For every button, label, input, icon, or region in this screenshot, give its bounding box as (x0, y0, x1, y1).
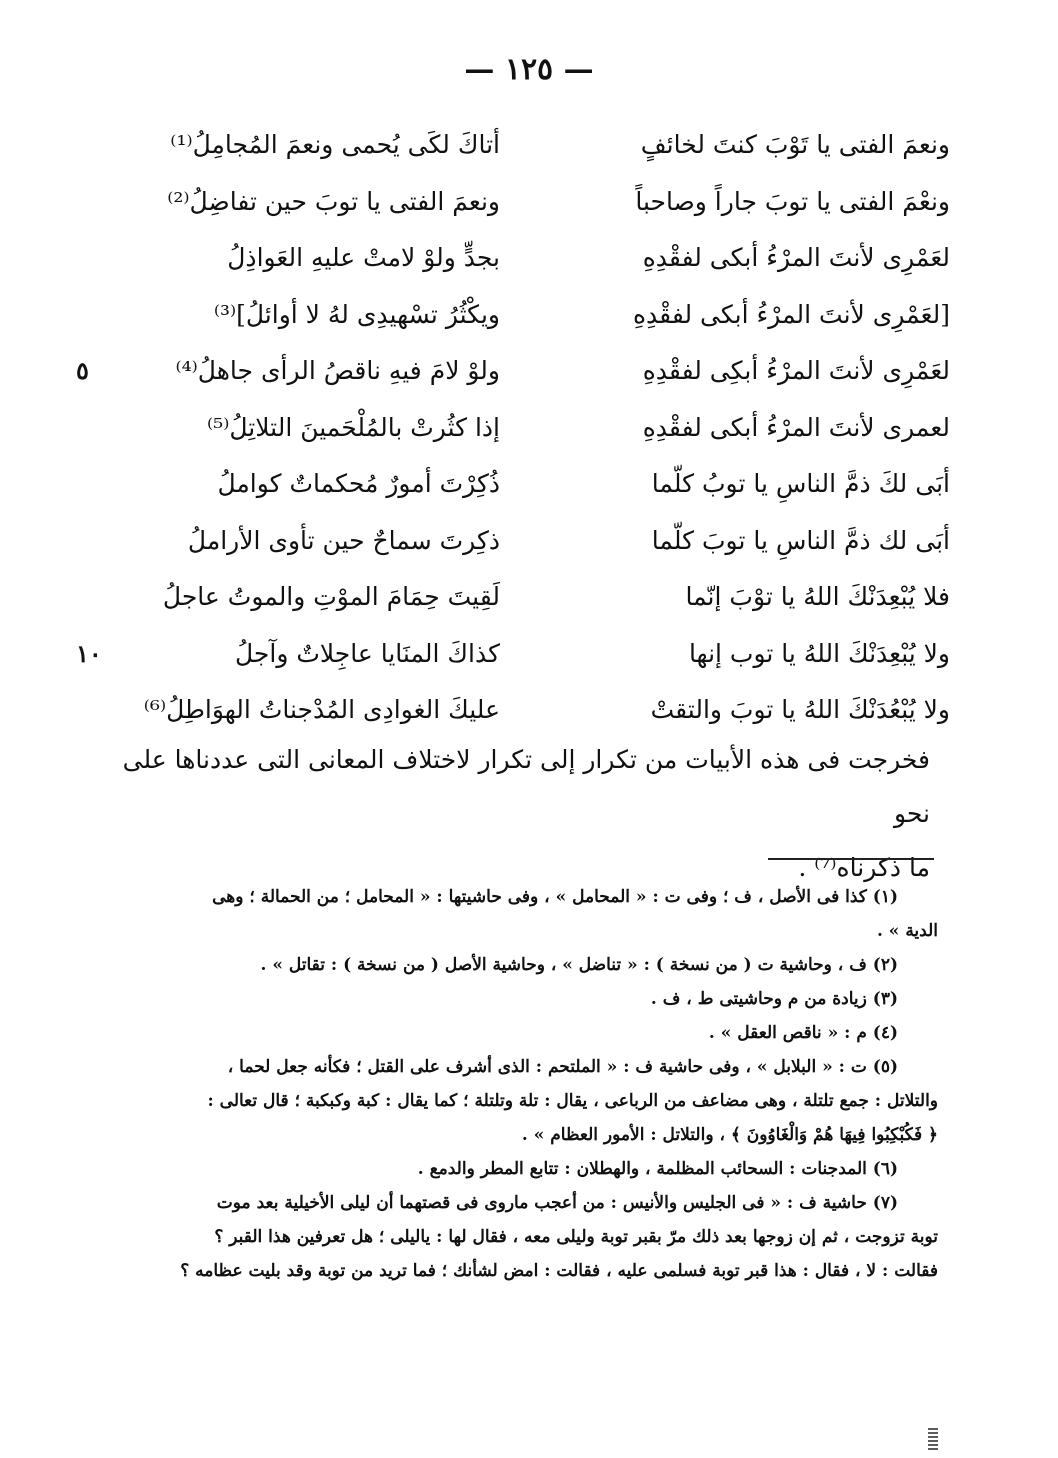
footnote-line: توبة تزوجت ، ثم إن زوجها بعد ذلك مرّ بقبر توبة وليلى معه ، فقال لها : ياليلى ؛ هل تعرفين هذا القبر ؟ (214, 1227, 938, 1247)
prose-paragraph (120, 733, 930, 895)
verse-first-hemistich: لعمرى لأنتَ المرْءُ أبكى لفقْدِهِ (642, 412, 950, 442)
verse-first-hemistich: أبَى لك ذمَّ الناسِ يا توبَ كلّما (651, 525, 950, 555)
footnotes (128, 880, 938, 1288)
verse-row (80, 177, 950, 234)
verse-second-hemistich: ويكْثُرُ تسْهيدِى لهُ لا أوائلُ]⁽³⁾ (213, 299, 500, 329)
footnote-line: (٧) حاشية ف : « فى الجليس والأنيس : من أعجب ماروى فى قصتهما أن ليلى الأخيلية بعد موت (216, 1193, 898, 1213)
verse-first-hemistich: [لعَمْرِى لأنتَ المرْءُ أبكى لفقْدِهِ (632, 299, 950, 329)
verse-first-hemistich: أبَى لكَ ذمَّ الناسِ يا توبُ كلّما (651, 469, 950, 498)
footnote-line: (٤) م : « ناقص العقل » . (708, 1023, 898, 1043)
verse-first-hemistich: لعَمْرِى لأنتَ المرْءُ أبكى لفقْدِهِ (642, 243, 950, 272)
verse-second-hemistich: لَقِيتَ حِمَامَ الموْتِ والموتُ عاجلُ (162, 582, 500, 611)
footnote-line: والتلاتل : جمع تلتلة ، وهى مضاعف من الرباعى ، يقال : تلة وتلتلة ؛ كما يقال : كبة وكبكبة ؛ قال تعالى : (207, 1091, 938, 1111)
verse-second-hemistich: أتاكَ لكَى يُحمى ونعمَ المُجامِلُ⁽¹⁾ (170, 130, 500, 159)
page-number: — ١٢٥ — (464, 52, 594, 87)
footnote-line: (٦) المدجنات : السحائب المظلمة ، والهطلان : تتابع المطر والدمع . (417, 1159, 898, 1179)
footnote-line: (١) كذا فى الأصل ، ف ؛ وفى ت : « المحامل » ، وفى حاشيتها : « المحامل ؛ من الحمالة ؛ وهى (212, 887, 898, 907)
verse-row (80, 290, 950, 347)
verse-first-hemistich: ونعْمَ الفتى يا توبَ جاراً وصاحباً (635, 186, 950, 216)
verse-second-hemistich: بجدٍّ ولوْ لامتْ عليهِ العَواذِلُ (227, 243, 500, 272)
verse-second-hemistich: ذكِرتَ سماحٌ حين تأوى الأراملُ (187, 525, 500, 555)
footnote-divider (768, 858, 934, 860)
verse-first-hemistich: ونعمَ الفتى يا تَوْبَ كنتَ لخائفٍ (640, 130, 950, 159)
prose-line: فخرجت فى هذه الأبيات من تكرار إلى تكرار لاختلاف المعانى التى عددناها على نحو (122, 745, 930, 828)
verse-second-hemistich: عليكَ الغوادِى المُدْجناتُ الهوَاطِلُ⁽⁶⁾ (143, 695, 500, 724)
verse-first-hemistich: ولا يُبْعُدَنْكَ اللهُ يا توبَ والتقتْ (650, 695, 950, 724)
verse-row (80, 403, 950, 460)
verse-row (80, 459, 950, 516)
verse-second-hemistich: ولوْ لامَ فيهِ ناقصُ الرأى جاهلُ⁽⁴⁾ (175, 356, 500, 385)
line-number: ١٠ (76, 638, 102, 668)
verse-row (76, 629, 950, 686)
verse-row (76, 346, 950, 403)
verse-second-hemistich: ونعمَ الفتى يا توبَ حين تفاضِلُ⁽²⁾ (167, 186, 500, 216)
footnote-line: الدية » . (876, 921, 938, 941)
verse-row (80, 516, 950, 573)
footnote-line: ﴿ فَكُبْكِبُوا فِيهَا هُمْ وَالْغَاوُونَ ﴾ ، والتلاتل : الأمور العظام » . (521, 1125, 938, 1145)
footnote-line: فقالت : لا ، فقال : هذا قبر توبة فسلمى عليه ، فقالت : امض لشأنك ؛ فما تريد من توبة وقد بليت عظامه ؟ (180, 1261, 938, 1281)
prose-line: ما ذكرناه⁽⁷⁾ . (798, 853, 930, 882)
verse-first-hemistich: لعَمْرِى لأنتَ المرْءُ أبكِى لفقْدِهِ (642, 356, 950, 385)
line-number: ٥ (76, 356, 89, 385)
verse-row (80, 233, 950, 290)
verse-second-hemistich: كذاكَ المنَايا عاجِلاتٌ وآجلُ (234, 638, 500, 668)
verse-first-hemistich: ولا يُبْعِدَنْكَ اللهُ يا توب إنها (688, 638, 950, 668)
footnote-line: (٣) زيادة من م وحاشيتى ط ، ف . (650, 989, 898, 1009)
verse-row (80, 120, 950, 177)
footnote-line: (٥) ت : « البلابل » ، وفى حاشية ف : « الملتحم : الذى أشرف على القتل ؛ فكأنه جعل لحما ، (227, 1057, 898, 1077)
verse-second-hemistich: إذا كثُرتْ بالمُلْحَمينَ التلاتِلُ⁽⁵⁾ (207, 412, 500, 442)
verse-second-hemistich: ذُكِرْتَ أمورٌ مُحكماتٌ كواملُ (217, 469, 500, 498)
poem (76, 120, 950, 742)
scan-mark (928, 1428, 938, 1450)
footnote-line: (٢) ف ، وحاشية ت ( من نسخة ) : « تناضل » ، وحاشية الأصل ( من نسخة ) : تقاتل » . (260, 955, 898, 975)
verse-row (80, 572, 950, 629)
verse-first-hemistich: فلا يُبْعِدَنْكَ اللهُ يا توْبَ إنّما (685, 582, 950, 611)
